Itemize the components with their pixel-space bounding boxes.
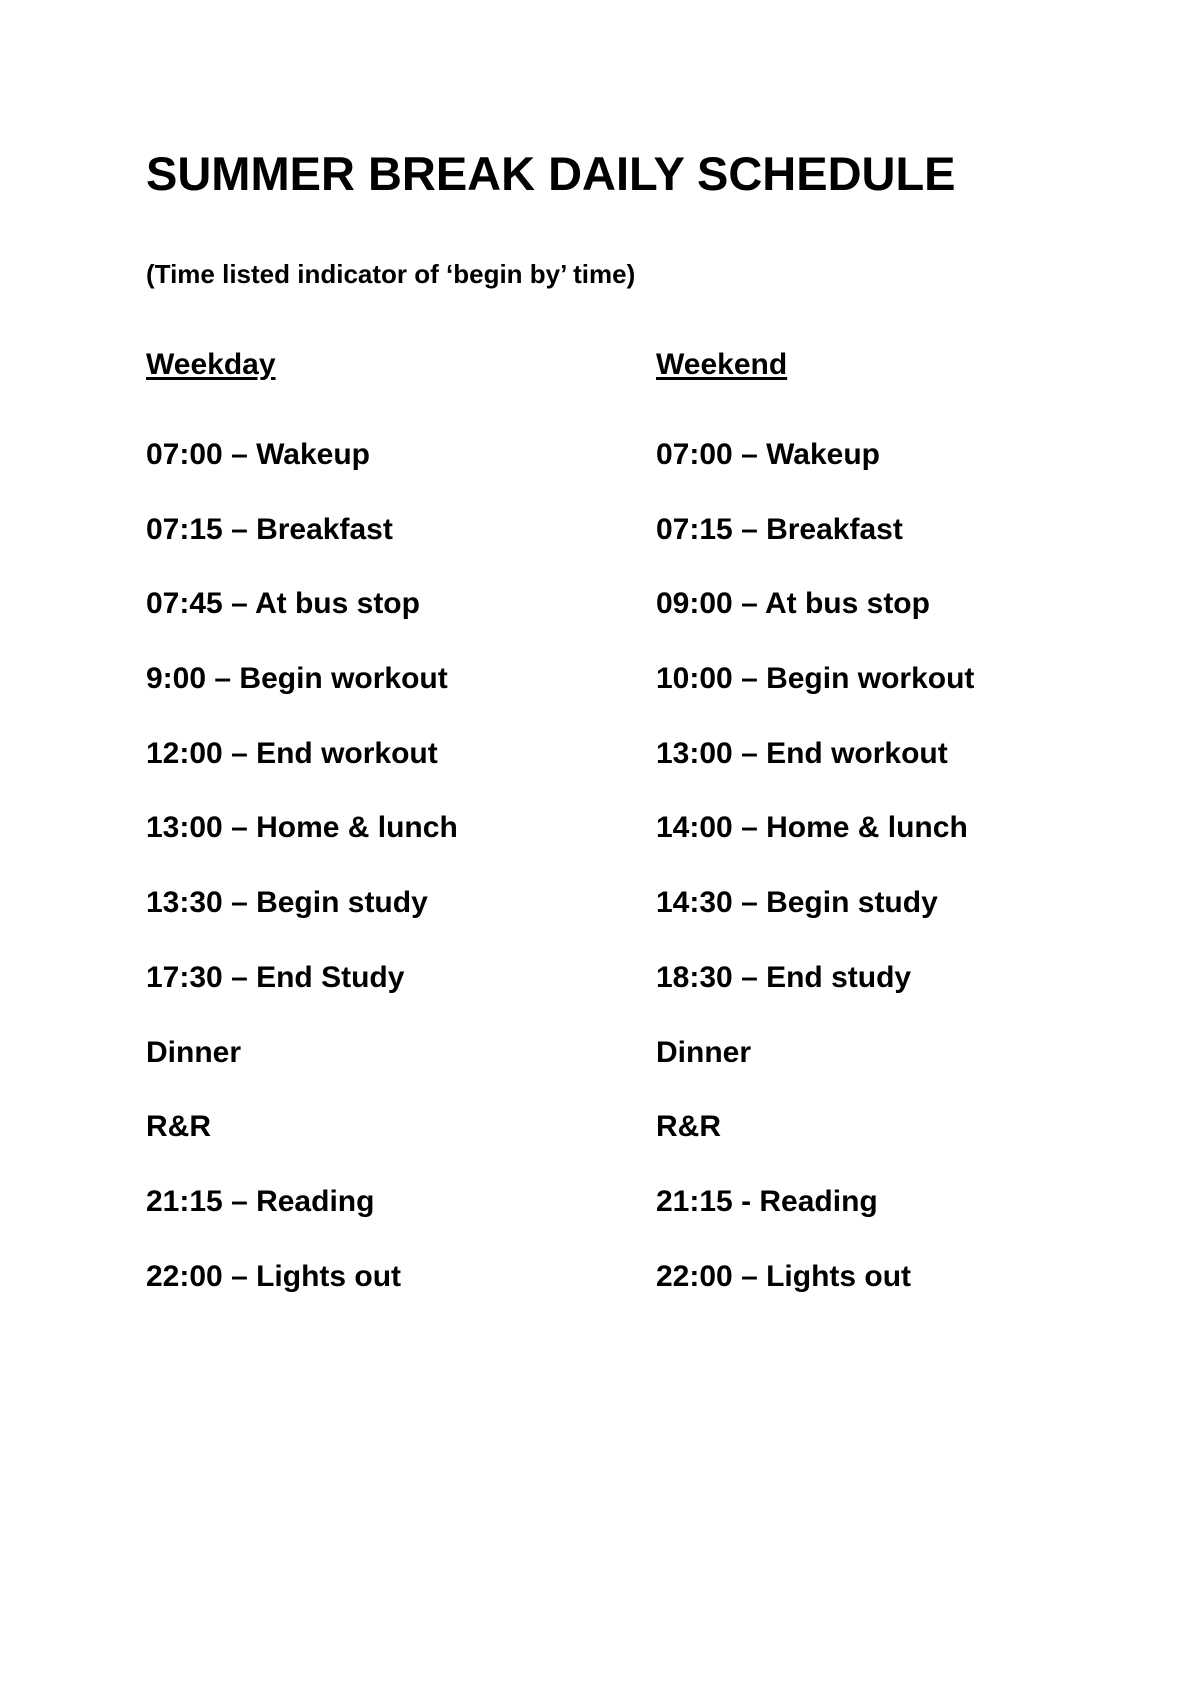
weekend-entry: 18:30 – End study [656, 960, 912, 994]
document-title: SUMMER BREAK DAILY SCHEDULE [146, 147, 956, 200]
weekday-column [146, 345, 606, 1331]
document-subtitle: (Time listed indicator of ‘begin by’ time) [146, 259, 636, 289]
weekend-entry: 07:15 – Breakfast [656, 512, 903, 546]
weekday-entry: 07:00 – Wakeup [146, 438, 370, 471]
weekend-entry: 10:00 – Begin workout [656, 662, 975, 696]
weekend-entry: 14:30 – Begin study [656, 886, 938, 920]
weekend-schedule-list [656, 435, 1116, 1331]
weekend-entry: Dinner [656, 1035, 752, 1069]
weekday-entry: 22:00 – Lights out [146, 1259, 402, 1293]
weekday-entry: 21:15 – Reading [146, 1184, 375, 1218]
weekday-entry: 07:15 – Breakfast [146, 512, 393, 546]
weekend-column [656, 345, 1116, 1331]
weekend-entry: 21:15 - Reading [656, 1184, 878, 1218]
weekday-entry: 13:30 – Begin study [146, 886, 428, 920]
weekend-heading: Weekend [656, 348, 788, 381]
weekend-entry: 22:00 – Lights out [656, 1259, 912, 1293]
weekday-schedule-list [146, 435, 606, 1331]
weekend-entry: 07:00 – Wakeup [656, 438, 880, 471]
weekday-entry: 9:00 – Begin workout [146, 662, 448, 696]
weekend-entry: 14:00 – Home & lunch [656, 811, 968, 845]
weekday-entry: R&R [146, 1110, 211, 1144]
weekday-entry: Dinner [146, 1035, 242, 1069]
weekday-entry: 12:00 – End workout [146, 736, 438, 770]
weekend-entry: R&R [656, 1110, 721, 1144]
weekday-entry: 07:45 – At bus stop [146, 587, 420, 621]
weekend-entry: 09:00 – At bus stop [656, 587, 930, 621]
weekday-heading: Weekday [146, 348, 276, 381]
weekday-entry: 17:30 – End Study [146, 960, 405, 994]
weekday-entry: 13:00 – Home & lunch [146, 811, 458, 845]
weekend-entry: 13:00 – End workout [656, 736, 948, 770]
